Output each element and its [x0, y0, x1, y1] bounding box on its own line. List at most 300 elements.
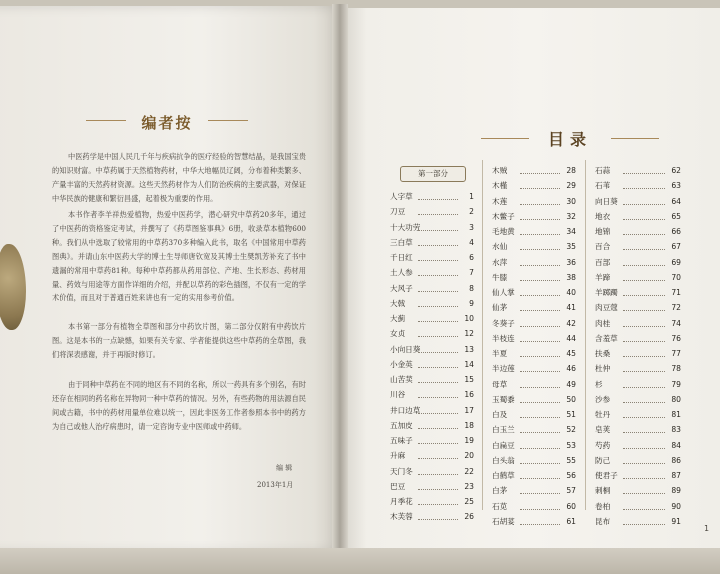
toc-entry — [595, 422, 681, 437]
toc-heading: 目录 — [547, 130, 592, 149]
toc-entry — [492, 438, 576, 453]
toc-entry-page: 53 — [566, 440, 576, 450]
toc-entry-name: 刺桐 — [595, 486, 611, 496]
toc-entry-page: 83 — [671, 425, 681, 435]
toc-entry-page: 49 — [566, 379, 576, 389]
toc-entry-name: 土人参 — [390, 268, 413, 278]
leader-dots — [418, 489, 458, 490]
toc-entry-name: 木芙蓉 — [390, 512, 413, 522]
toc-entry-name: 水仙 — [492, 242, 508, 252]
toc-entry-name: 含羞草 — [595, 333, 618, 343]
toc-entry-page: 42 — [566, 318, 576, 328]
toc-entry-name: 母草 — [492, 379, 508, 389]
toc-entry-page: 16 — [464, 390, 474, 400]
toc-entry-page: 52 — [566, 425, 576, 435]
toc-entry-page: 76 — [671, 333, 681, 343]
toc-entry-name: 巴豆 — [390, 481, 406, 491]
toc-entry-page: 77 — [671, 349, 681, 358]
toc-entry-name: 千日红 — [390, 253, 413, 262]
leader-dots — [418, 519, 458, 520]
toc-entry-page: 30 — [566, 196, 576, 206]
leader-dots — [623, 204, 665, 205]
toc-entry — [595, 346, 681, 361]
toc-entry — [390, 464, 474, 479]
toc-entry — [492, 407, 576, 422]
leader-dots — [520, 493, 560, 494]
toc-entry-name: 防己 — [595, 455, 611, 465]
leader-dots — [623, 463, 665, 464]
leader-dots — [418, 275, 458, 276]
toc-entry-page: 56 — [566, 471, 576, 480]
leader-dots — [418, 352, 458, 353]
toc-entry — [390, 311, 474, 326]
leader-dots — [418, 367, 458, 368]
toc-entry-name: 木莲 — [492, 196, 508, 206]
toc-entry-page: 67 — [671, 242, 681, 252]
section-label: 第一部分 — [400, 166, 466, 182]
toc-entry — [390, 235, 474, 250]
toc-entry-page: 86 — [671, 455, 681, 465]
book-spine — [332, 4, 348, 554]
toc-entry — [595, 316, 681, 331]
toc-entry-page: 25 — [464, 497, 474, 506]
leader-dots — [623, 249, 665, 250]
toc-entry-page: 4 — [469, 237, 474, 247]
toc-entry-page: 38 — [566, 272, 576, 282]
toc-entry-name: 肉豆蔻 — [595, 303, 618, 313]
toc-entry-name: 升麻 — [390, 451, 406, 461]
toc-entry — [390, 479, 474, 494]
leader-dots — [623, 402, 665, 403]
toc-entry-name: 木槿 — [492, 181, 508, 191]
toc-entry-name: 扶桑 — [595, 349, 611, 358]
toc-entry-page: 41 — [566, 303, 576, 313]
toc-entry-page: 87 — [671, 471, 681, 480]
toc-entry-name: 地锦 — [595, 227, 611, 236]
leader-dots — [418, 214, 458, 215]
toc-entry-name: 冬葵子 — [492, 318, 515, 328]
leader-dots — [520, 509, 560, 510]
toc-entry — [595, 239, 681, 254]
toc-entry-name: 仙人掌 — [492, 288, 515, 297]
leader-dots — [418, 230, 458, 231]
leader-dots — [418, 260, 458, 261]
toc-entry — [492, 224, 576, 239]
toc-entry-name: 半边莲 — [492, 364, 515, 374]
toc-entry-name: 石蒜 — [595, 166, 611, 175]
toc-entry-page: 14 — [464, 359, 474, 369]
toc-entry-name: 小金英 — [390, 359, 413, 369]
leader-dots — [418, 291, 458, 292]
toc-entry — [595, 514, 681, 529]
leader-dots — [520, 417, 560, 418]
toc-entry-name: 百部 — [595, 257, 611, 267]
toc-entry — [492, 499, 576, 514]
toc-entry-page: 64 — [671, 196, 681, 206]
editor-note-paragraph: 本书作者李羊祥热爱植物，热爱中医药学，潜心研究中草药20多年，通过了中医药的资格鉴定考试，并撰写了《药草图鉴事典》6册，收录草本植物600种。我们从中选取了较常用的中草药370多种编入此书，取名《中国常用中草药图典》。并请山东中医药大学的博士生导师唐钦宽及其博士生樊凯芳补充了书中遗漏的常用中草药81种。每种中草药都从药用部位、产地、生长形态、药材用量、药效与用途等方面作详细的介绍，并配以草药的彩色插图，不仅有一定的学术价值，而且对于普通百姓来讲也有一定的实用参考价值。 — [52, 210, 306, 303]
toc-entry-page: 17 — [464, 405, 474, 415]
toc-entry-page: 3 — [469, 222, 474, 232]
toc-entry — [595, 361, 681, 376]
toc-entry — [595, 499, 681, 514]
toc-entry — [390, 250, 474, 265]
toc-entry — [390, 448, 474, 463]
toc-entry — [595, 331, 681, 346]
toc-entry — [492, 300, 576, 315]
leader-dots — [418, 413, 458, 414]
leader-dots — [623, 265, 665, 266]
leader-dots — [520, 341, 560, 342]
toc-entry-name: 白玉兰 — [492, 425, 515, 435]
leader-dots — [418, 504, 458, 505]
toc-entry-page: 2 — [469, 207, 474, 217]
toc-entry-name: 三白草 — [390, 237, 413, 247]
page-edge — [0, 548, 720, 574]
toc-entry-name: 月季花 — [390, 497, 413, 506]
leader-dots — [418, 397, 458, 398]
editor-signature: 编 辑 — [276, 464, 293, 472]
toc-entry — [492, 346, 576, 361]
toc-entry — [492, 285, 576, 300]
leader-dots — [623, 509, 665, 510]
toc-entry — [390, 494, 474, 509]
toc-entry — [492, 270, 576, 285]
toc-entry-page: 15 — [464, 375, 474, 384]
leader-dots — [418, 382, 458, 383]
leader-dots — [623, 371, 665, 372]
toc-entry — [492, 209, 576, 224]
toc-entry-name: 向日葵 — [595, 196, 618, 206]
editor-note-paragraph: 中医药学是中国人民几千年与疾病抗争的医疗经验的智慧结晶，是我国宝贵的知识财富。中草药属于天然植物药材，中华大地幅员辽阔，分布着种类繁多、产量丰富的天然药材资源。这些天然药材作为人们防治疾病的主要武器，对保证中华民族的健康和繁衍昌盛，起着极为重要的作用。 — [52, 152, 306, 203]
toc-entry — [595, 407, 681, 422]
toc-entry-name: 白茅 — [492, 486, 508, 496]
toc-entry-page: 70 — [671, 272, 681, 282]
toc-entry-name: 天门冬 — [390, 466, 413, 476]
editor-note-heading: 编者按 — [141, 114, 193, 132]
toc-entry — [390, 387, 474, 402]
toc-entry-page: 66 — [671, 227, 681, 236]
toc-entry-name: 刀豆 — [390, 207, 406, 217]
leader-dots — [520, 249, 560, 250]
toc-entry-page: 19 — [464, 436, 474, 445]
toc-entry-page: 46 — [566, 364, 576, 374]
leader-dots — [520, 478, 560, 479]
toc-entry-name: 半夏 — [492, 349, 508, 358]
leader-dots — [520, 204, 560, 205]
leader-dots — [418, 336, 458, 337]
toc-entry-page: 29 — [566, 181, 576, 191]
toc-entry-page: 32 — [566, 211, 576, 221]
toc-entry-name: 皂荚 — [595, 425, 611, 435]
toc-entry-name: 卷柏 — [595, 501, 611, 511]
toc-entry — [390, 189, 474, 204]
toc-entry — [390, 372, 474, 387]
toc-entry-page: 55 — [566, 455, 576, 465]
toc-entry — [492, 255, 576, 270]
leader-dots — [520, 265, 560, 266]
toc-entry-name: 木鳖子 — [492, 211, 515, 221]
toc-entry-name: 木贼 — [492, 166, 508, 175]
toc-entry — [390, 220, 474, 235]
leader-dots — [520, 295, 560, 296]
toc-entry-page: 34 — [566, 227, 576, 236]
leader-dots — [418, 321, 458, 322]
leader-dots — [520, 387, 560, 388]
toc-column-2 — [492, 163, 576, 529]
toc-entry — [390, 433, 474, 448]
toc-entry-name: 白鹤草 — [492, 471, 515, 480]
leader-dots — [623, 219, 665, 220]
toc-entry-page: 72 — [671, 303, 681, 313]
leader-dots — [520, 310, 560, 311]
toc-entry-page: 90 — [671, 501, 681, 511]
toc-entry-page: 1 — [469, 192, 474, 201]
toc-entry-page: 26 — [464, 512, 474, 522]
toc-entry-page: 74 — [671, 318, 681, 328]
toc-entry-name: 山苦荬 — [390, 375, 413, 384]
toc-entry-name: 五味子 — [390, 436, 413, 445]
toc-entry — [390, 204, 474, 219]
toc-entry — [390, 403, 474, 418]
toc-entry — [390, 326, 474, 341]
toc-entry-name: 五加皮 — [390, 420, 413, 430]
toc-entry-page: 36 — [566, 257, 576, 267]
leader-dots — [520, 326, 560, 327]
toc-entry — [492, 163, 576, 178]
toc-entry-name: 石苋 — [492, 501, 508, 511]
toc-entry — [390, 357, 474, 372]
leader-dots — [520, 188, 560, 189]
toc-entry — [390, 296, 474, 311]
toc-entry-page: 13 — [464, 344, 474, 354]
column-divider — [482, 160, 483, 510]
toc-entry-page: 12 — [464, 329, 474, 339]
toc-entry-page: 81 — [671, 410, 681, 419]
toc-entry-name: 大戟 — [390, 298, 406, 308]
leader-dots — [623, 432, 665, 433]
toc-entry — [595, 468, 681, 483]
toc-entry — [390, 509, 474, 524]
column-divider — [585, 160, 586, 510]
toc-entry-page: 63 — [671, 181, 681, 191]
toc-entry-page: 65 — [671, 211, 681, 221]
toc-entry — [595, 483, 681, 498]
toc-entry-page: 78 — [671, 364, 681, 374]
toc-entry — [492, 483, 576, 498]
leader-dots — [418, 306, 458, 307]
leader-dots — [520, 371, 560, 372]
toc-entry-name: 牡丹 — [595, 410, 611, 419]
editor-note-paragraph: 本书第一部分有植物全草图和部分中药饮片图，第二部分仅附有中药饮片图。这是本书的一点缺憾，如果有关专家、学者能提供这些中草药的全草图，我们将深表感谢，并于再版时修订。 — [52, 322, 306, 359]
toc-entry — [492, 514, 576, 529]
toc-entry-name: 地衣 — [595, 211, 611, 221]
toc-entry — [492, 392, 576, 407]
leader-dots — [418, 474, 458, 475]
toc-entry-page: 7 — [469, 268, 474, 278]
toc-entry-name: 大蓟 — [390, 314, 406, 323]
toc-entry-name: 小向日葵 — [390, 344, 421, 354]
toc-entry — [492, 361, 576, 376]
leader-dots — [623, 356, 665, 357]
toc-entry-page: 50 — [566, 394, 576, 404]
toc-entry-name: 井口边草 — [390, 405, 421, 415]
leader-dots — [418, 428, 458, 429]
toc-entry — [595, 377, 681, 392]
toc-entry — [390, 265, 474, 280]
toc-entry — [492, 331, 576, 346]
toc-entry-name: 羊蹄 — [595, 272, 611, 282]
toc-entry-page: 91 — [671, 516, 681, 526]
toc-entry — [595, 438, 681, 453]
leader-dots — [520, 234, 560, 235]
leader-dots — [520, 173, 560, 174]
toc-entry — [492, 377, 576, 392]
toc-entry — [390, 342, 474, 357]
toc-entry-name: 昆布 — [595, 516, 611, 526]
toc-entry — [492, 316, 576, 331]
toc-entry-page: 79 — [671, 379, 681, 389]
editor-note-paragraph: 由于同种中草药在不同的地区有不同的名称，所以一药具有多个别名，有时还存在相同的药名称在异物同一种中草药的情况。另外，有些药物的用法源自民间或古籍，书中的药材用量单位难以统一，因此非医务工作者参照本书中的药方为自己或他人治疗病患时，请一定咨询专业中医师或中药师。 — [52, 380, 306, 431]
toc-entry-name: 石胡荽 — [492, 516, 515, 526]
ornament-left — [86, 120, 126, 121]
leader-dots — [623, 417, 665, 418]
toc-entry — [595, 285, 681, 300]
leader-dots — [623, 326, 665, 327]
toc-entry-name: 杉 — [595, 379, 603, 389]
toc-entry-page: 44 — [566, 333, 576, 343]
toc-entry — [492, 239, 576, 254]
toc-entry-name: 肉桂 — [595, 318, 611, 328]
ornament-right — [208, 120, 248, 121]
toc-entry-name: 沙参 — [595, 394, 611, 404]
leader-dots — [623, 173, 665, 174]
toc-title — [485, 127, 655, 149]
toc-entry-name: 牛膝 — [492, 272, 508, 282]
leader-dots — [623, 524, 665, 525]
toc-entry-page: 89 — [671, 486, 681, 496]
toc-entry-page: 40 — [566, 288, 576, 297]
toc-entry — [595, 194, 681, 209]
leader-dots — [623, 493, 665, 494]
toc-entry-page: 62 — [671, 166, 681, 175]
leader-dots — [623, 295, 665, 296]
toc-entry-page: 23 — [464, 481, 474, 491]
toc-entry — [595, 392, 681, 407]
toc-entry-page: 28 — [566, 166, 576, 175]
toc-entry-name: 仙茅 — [492, 303, 508, 313]
toc-entry — [595, 453, 681, 468]
toc-entry-page: 51 — [566, 410, 576, 419]
toc-column-3 — [595, 163, 681, 529]
toc-entry-name: 大风子 — [390, 283, 413, 293]
toc-entry-name: 人字草 — [390, 192, 413, 201]
toc-entry — [595, 270, 681, 285]
toc-entry-name: 杜仲 — [595, 364, 611, 374]
toc-entry-name: 女贞 — [390, 329, 406, 339]
toc-entry-page: 57 — [566, 486, 576, 496]
leader-dots — [520, 280, 560, 281]
leader-dots — [418, 458, 458, 459]
leader-dots — [623, 234, 665, 235]
leader-dots — [623, 387, 665, 388]
leader-dots — [623, 188, 665, 189]
toc-entry-name: 白扁豆 — [492, 440, 515, 450]
toc-entry-name: 白及 — [492, 410, 508, 419]
page-number: 1 — [704, 524, 710, 533]
toc-entry — [595, 163, 681, 178]
toc-entry-page: 60 — [566, 501, 576, 511]
toc-entry-page: 6 — [469, 253, 474, 262]
toc-column-1 — [390, 189, 474, 525]
toc-entry — [492, 422, 576, 437]
leader-dots — [520, 448, 560, 449]
toc-entry — [390, 281, 474, 296]
ornament-left — [481, 138, 529, 139]
leader-dots — [520, 402, 560, 403]
toc-entry-name: 川谷 — [390, 390, 406, 400]
toc-entry-page: 20 — [464, 451, 474, 461]
toc-entry — [595, 209, 681, 224]
toc-entry-name: 毛地黄 — [492, 227, 515, 236]
toc-entry-name: 羊踯躅 — [595, 288, 618, 297]
leader-dots — [520, 219, 560, 220]
toc-entry — [595, 300, 681, 315]
toc-entry-page: 8 — [469, 283, 474, 293]
leader-dots — [418, 199, 458, 200]
toc-entry — [595, 178, 681, 193]
toc-entry-name: 十大功劳 — [390, 222, 421, 232]
leader-dots — [623, 478, 665, 479]
leader-dots — [623, 341, 665, 342]
leader-dots — [418, 245, 458, 246]
leader-dots — [520, 432, 560, 433]
toc-entry-name: 白头翁 — [492, 455, 515, 465]
toc-entry-page: 80 — [671, 394, 681, 404]
toc-entry-name: 半枝连 — [492, 333, 515, 343]
toc-entry-name: 石苇 — [595, 181, 611, 191]
toc-entry — [595, 255, 681, 270]
editor-note-title — [112, 112, 222, 134]
leader-dots — [520, 524, 560, 525]
editor-date: 2013年1月 — [257, 481, 294, 489]
toc-entry — [492, 178, 576, 193]
toc-entry-page: 84 — [671, 440, 681, 450]
leader-dots — [623, 448, 665, 449]
toc-entry-name: 使君子 — [595, 471, 618, 480]
leader-dots — [623, 280, 665, 281]
toc-entry-page: 69 — [671, 257, 681, 267]
toc-entry-page: 61 — [566, 516, 576, 526]
toc-entry — [390, 418, 474, 433]
toc-entry — [492, 453, 576, 468]
toc-entry-name: 百合 — [595, 242, 611, 252]
toc-entry-page: 45 — [566, 349, 576, 358]
toc-entry-page: 22 — [464, 466, 474, 476]
leader-dots — [520, 463, 560, 464]
toc-entry — [492, 468, 576, 483]
toc-entry-page: 10 — [464, 314, 474, 323]
leader-dots — [520, 356, 560, 357]
toc-entry-page: 71 — [671, 288, 681, 297]
leader-dots — [418, 443, 458, 444]
toc-entry-name: 芍药 — [595, 440, 611, 450]
toc-entry — [595, 224, 681, 239]
toc-entry-name: 水萍 — [492, 257, 508, 267]
toc-entry-page: 18 — [464, 420, 474, 430]
toc-entry-page: 9 — [469, 298, 474, 308]
toc-entry-page: 35 — [566, 242, 576, 252]
toc-entry-name: 玉蜀黍 — [492, 394, 515, 404]
